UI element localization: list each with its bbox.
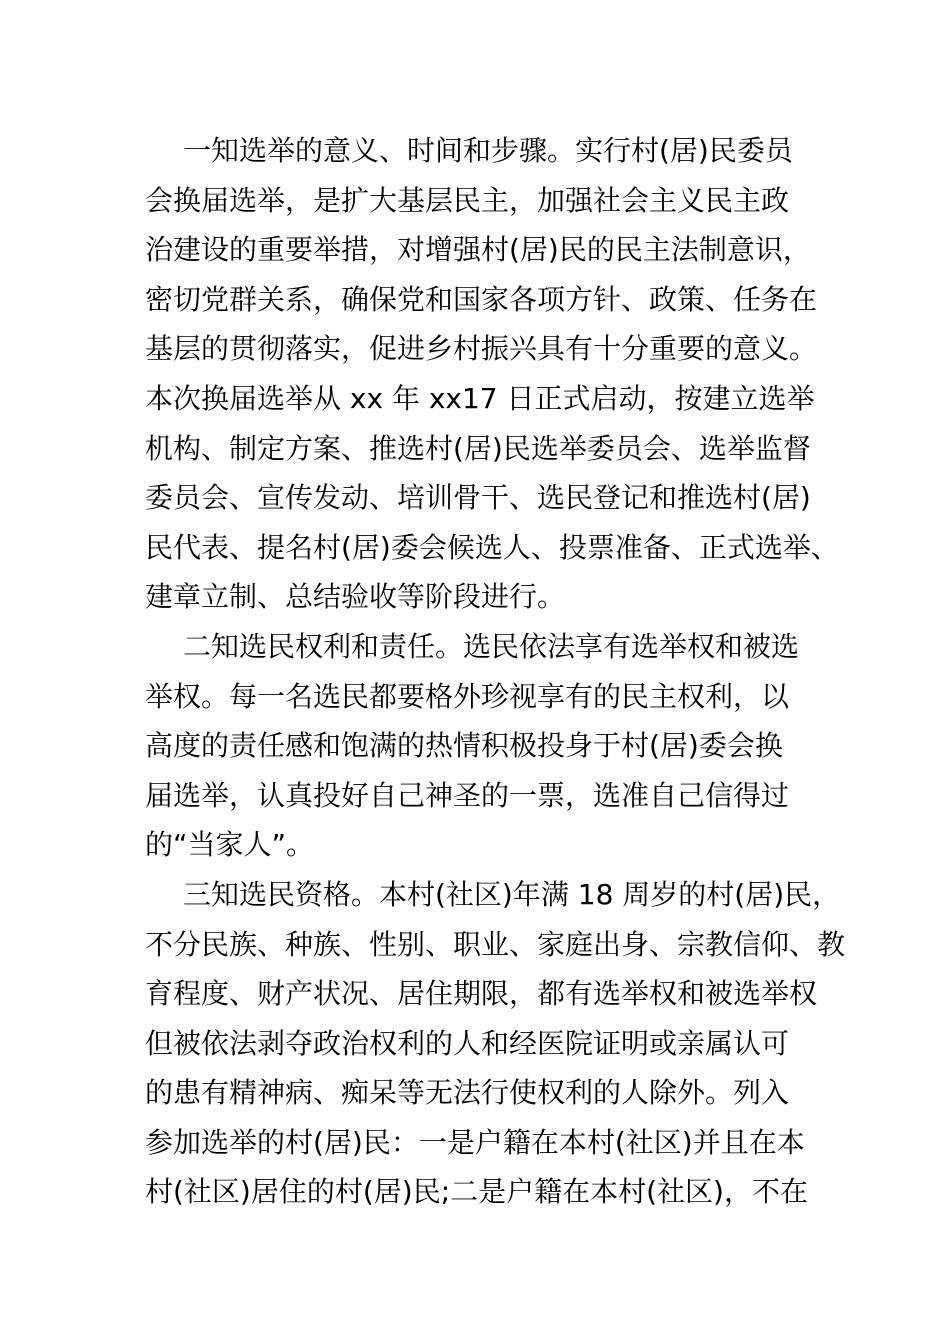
paragraph-line: 本次换届选举从 xx 年 xx17 日正式启动，按建立选举 — [145, 381, 815, 415]
paragraph-line: 民代表、提名村(居)委会候选人、投票准备、正式选举、 — [145, 530, 839, 564]
paragraph-line: 一知选举的意义、时间和步骤。实行村(居)民委员 — [183, 134, 793, 167]
paragraph-line: 村(社区)居住的村(居)民;二是户籍在本村(社区)，不在 — [145, 1175, 808, 1209]
paragraph-line: 的患有精神病、痴呆等无法行使权利的人除外。列入 — [145, 1076, 790, 1110]
paragraph-line: 治建设的重要举措，对增强村(居)民的民主法制意识， — [145, 233, 811, 267]
paragraph-line: 基层的贯彻落实，促进乡村振兴具有十分重要的意义。 — [145, 332, 818, 366]
paragraph-line: 高度的责任感和饱满的热情积极投身于村(居)委会换 — [145, 729, 783, 763]
paragraph-line: 届选举，认真投好自己神圣的一票，选准自己信得过 — [145, 778, 790, 812]
paragraph-line: 举权。每一名选民都要格外珍视享有的民主权利，以 — [145, 679, 790, 713]
paragraph-line: 密切党群关系，确保党和国家各项方针、政策、任务在 — [145, 282, 818, 316]
paragraph-voter-qualification — [145, 870, 846, 1217]
paragraph-line: 建章立制、总结验收等阶段进行。 — [145, 580, 566, 614]
paragraph-line: 育程度、财产状况、居住期限，都有选举权和被选举权 — [145, 977, 818, 1011]
paragraph-line: 的“当家人”。 — [145, 828, 315, 862]
paragraph-election-meaning — [145, 126, 839, 622]
paragraph-line: 不分民族、种族、性别、职业、家庭出身、宗教信仰、教 — [145, 927, 846, 961]
document-body — [145, 126, 846, 1217]
paragraph-line: 二知选民权利和责任。选民依法享有选举权和被选 — [183, 629, 800, 663]
paragraph-line: 参加选举的村(居)民：一是户籍在本村(社区)并且在本 — [145, 1125, 805, 1159]
paragraph-line: 但被依法剥夺政治权利的人和经医院证明或亲属认可 — [145, 1026, 790, 1060]
paragraph-line: 机构、制定方案、推选村(居)民选举委员会、选举监督 — [145, 431, 811, 465]
paragraph-voter-rights — [145, 622, 815, 870]
paragraph-line: 三知选民资格。本村(社区)年满 18 周岁的村(居)民， — [183, 877, 841, 911]
paragraph-line: 会换届选举，是扩大基层民主，加强社会主义民主政 — [145, 183, 790, 217]
paragraph-line: 委员会、宣传发动、培训骨干、选民登记和推选村(居) — [145, 481, 811, 515]
